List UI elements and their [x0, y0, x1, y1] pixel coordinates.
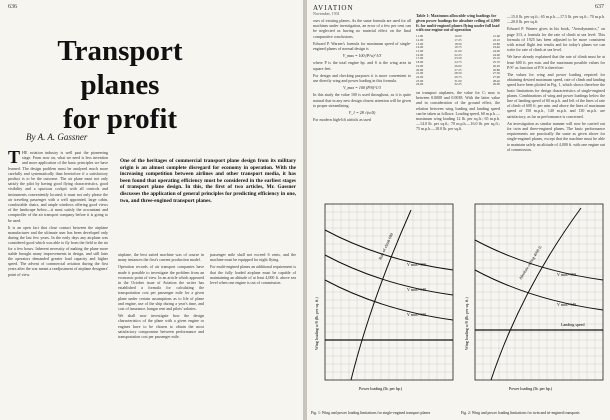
title-line-2: for profit	[62, 103, 178, 135]
paragraph: An investigation as similar manner will now be carried out for twin and three-engined planes. The basic performance requirements are practically the same as given above for single-engined planes, except that the machine must be able to maintain safely an altitude of 4,000 ft. with one engine out of commission.	[507, 120, 605, 152]
table-cell: 25.70	[492, 60, 500, 65]
paragraph: Edward P. Warner gives in his book, "Aerodynamics," on page 313, a formula for the rate of climb at sea level. This formula of 1925 has been adjusted to be more consistent with actual flight test results and for today's planes we can write for rate of climb at sea level.	[507, 26, 605, 53]
paragraph-text: HE aviation industry is well past the pioneering stage. From now on, what we need is less invention and more application of the basic principles we have learned. The design problem must be analyzed much more carefully and systematically than heretofore if a satisfactory product is to be the outcome. The air plane must not only satisfy the pilot by having good flying characteristics, good visibility and a spacious cockpit with all controls and instruments conveniently located; it must not only please the air traveling passenger with a well appointed, large cabin, comfortable chairs, and ample windows offering good views of the landscape below—it must satisfy the accountant and comptroller of the air transport company before it is going to be used.	[8, 150, 108, 223]
table-cell: 26.20	[492, 63, 500, 68]
table-cell: 26.00	[454, 63, 462, 68]
table-cell: 31.00	[454, 78, 462, 83]
curve-label: V max=150	[557, 272, 576, 277]
right-page	[307, 0, 610, 420]
table-cell: 28.40	[492, 78, 500, 83]
article-title	[20, 34, 220, 136]
table-cell: 16.00	[416, 52, 424, 57]
table-cell: 23.50	[454, 56, 462, 61]
table-side-text: on transport airplanes, the value for Cₗ max is between 0.0008 and 0.0038. With the latter value and in consideration of the ground effect, the relation between wing loading and landing speed can be taken as follows: Loading speed, 60 m.p.h.—maximum wing loading 12 lb. per sq.ft.; 65 m.p.h.—14.0 lb. per sq.ft.; 70 m.p.h.—16.0 lb. per sq.ft.; 75 m.p.h.—18.0 lb. per sq.ft.	[416, 90, 500, 132]
figure-1-ylabel: Wing loading w/S (lb. per sq. ft.)	[314, 297, 319, 350]
paragraph: passenger mile shall not exceed 6 cents, and the machine must be equipped for night flying.	[210, 252, 296, 263]
table-cell: 28.50	[454, 71, 462, 76]
figure-1-plot	[311, 200, 457, 396]
table-cell: 29.75	[454, 74, 462, 79]
paragraph: oses of existing planes. As the same formula are used for all machines under investigation, an error of a few per cent can be neglected as having no material effect on the final comparative conclusions.	[313, 18, 411, 39]
curve-label: Landing speed	[561, 322, 585, 327]
table-cell: 27.90	[492, 74, 500, 79]
left-page	[0, 0, 303, 420]
table-cell: 29.00	[492, 82, 500, 87]
paragraph: —15.0 lb. per sq.ft.; 65 m.p.h.—17.5 lb. per sq.ft.; 70 m.p.h.—20.0 lb. per sq.ft.	[507, 14, 605, 25]
table-cell: 26.80	[492, 67, 500, 72]
table-cell: 19.75	[454, 45, 462, 50]
curve-label: Rate of climb 600	[377, 232, 395, 261]
table-cell: 27.30	[492, 71, 500, 76]
table-body	[416, 35, 500, 87]
right-column-3	[507, 14, 605, 196]
equation: V_max = 100 (P/S)^1/3	[343, 85, 381, 91]
table-cell: 13.00	[416, 41, 424, 46]
table-cell: 18.50	[454, 41, 462, 46]
table-caption: Table 1: Maximum allowable wing loadings for given power loadings for absolute ceiling of 4,000 ft. for multi-engined planes flying under full load with one engine out of operation	[416, 13, 500, 33]
table-cell: 21.60	[492, 34, 500, 39]
table-cell: 22.00	[416, 74, 424, 79]
paragraph	[8, 147, 108, 223]
table-cell: 32.25	[454, 82, 462, 87]
left-column-3	[210, 252, 296, 418]
right-page-number: 637	[595, 4, 604, 10]
curve-label: V max=150	[407, 262, 426, 267]
table-cell: 24.75	[454, 60, 462, 65]
right-column-1	[313, 18, 411, 196]
table-cell: 21.00	[416, 71, 424, 76]
table-cell: 20.00	[416, 67, 424, 72]
table-cell: 11.00	[416, 34, 424, 39]
equation: V_1 = 28 √(w/S)	[348, 110, 376, 116]
table-cell: 15.00	[416, 49, 424, 53]
figure-2-ylabel: Wing loading w/S (lb. per sq. ft.)	[464, 297, 469, 350]
table-cell: 24.00	[492, 49, 500, 53]
paragraph: Edward P. Warner's formula for maximum speed of single-engined planes of normal design is	[313, 40, 411, 52]
figure-2	[461, 200, 607, 416]
table-cell: 17.25	[454, 37, 462, 42]
figure-2-xlabel: Power loading (lb. per hp.)	[509, 386, 553, 391]
table-row	[416, 83, 500, 87]
table-cell: 19.00	[416, 63, 424, 68]
figure-1	[311, 200, 457, 416]
table-cell: 12.00	[416, 37, 424, 42]
issue-date: November, 1931	[313, 11, 340, 16]
table-cell: 14.00	[416, 45, 424, 50]
table-cell: 23.40	[492, 45, 500, 50]
table-cell: 22.25	[454, 52, 462, 57]
table-cell: 24.00	[416, 82, 424, 87]
paragraph: Operation records of air transport companies have made it possible to investigate the problem from an economic point of view. In an article which appeared in the October issue of Aviation the writer has established a formula for calculating the transportation cost per passenger mile for a given plane under certain assumptions as to life of plane and engine, use of the ship during a year's time, and cost of insurance, hangar rent and pilots' salaries.	[118, 264, 204, 312]
equation: V_max = 100 (P/w)^1/3	[342, 53, 382, 59]
table-cell: 17.00	[416, 56, 424, 61]
table-cell: 24.60	[492, 52, 500, 57]
table-cell: 21.00	[454, 49, 462, 53]
paragraph: In this study the value 100 is used throughout, as it is quite natural that in any new design closest attention will be given to proper streamlining.	[313, 92, 411, 108]
paragraph: For multi-engined planes an additional requirement is that the fully loaded airplane must be capable of maintaining an altitude of at least 4,000 ft. above sea level when one engine is out of commission.	[210, 264, 296, 286]
table-1	[416, 14, 500, 160]
paragraph: For modern high-lift airfoils as used	[313, 117, 371, 123]
paragraph: where P is the total engine hp. and S is the wing area in square feet.	[313, 60, 411, 71]
paragraph: We have already explained that the rate of climb must be at least 600 ft. per min. and the maximum possible values for P/S° as function of P/S is therefore:	[507, 54, 605, 70]
drop-cap: T	[8, 147, 21, 167]
table-cell: 22.80	[492, 41, 500, 46]
paragraph: It is an open fact that close contact between the airplane manufacturer and the ultimate user has been developed only during the last few years. In the early days any airplane was considered good which was able to fly from the field to the air for a few hours. Inherent necessity of making the plane more stable brought many improvements in design, and still later the operators demanded greater load capacity and higher speed. The advent of commercial aviation during the first years after the war meant a readjustment of airplane designers' point of view.	[8, 224, 108, 277]
curve-label: V max=140	[407, 287, 426, 292]
paragraph: airplane, the best suited machine was of course in many instances the first's current production model.	[118, 252, 204, 263]
curve-label: Absolute ceiling 4000 ft.	[517, 244, 543, 281]
paragraph: We shall now investigate how the design characteristics of the plane with a given engine or engines have to be chosen to obtain the most satisfactory compromise between performance and transportation cost per passenger mile.	[118, 313, 204, 340]
byline: By A. A. Gassner	[26, 132, 88, 142]
left-column-2	[118, 252, 204, 418]
table-cell: 18.00	[416, 60, 424, 65]
figure-2-grid	[475, 204, 603, 380]
title-line-1: Transport planes	[57, 35, 183, 101]
curve-label: V max=140	[557, 302, 576, 307]
magazine-header: AVIATION	[313, 4, 354, 12]
figure-1-caption: Fig. 1: Wing and power loading limitations for single-engined transport planes	[311, 411, 431, 416]
table-cell: 22.10	[492, 37, 500, 42]
article-deck: One of the heritages of commercial transport plane design from its military origin is an almost complete disregard for economy in operation. With the increasing competition between airlines and other transport media, it has been found that operating efficiency must be considered in the earliest stages of transport plane design. In this, the first of two articles, Mr. Gassner discusses the application of general principles for predicting efficiency in one, two, and three-engined transport planes.	[120, 158, 296, 204]
table-cell: 27.25	[454, 67, 462, 72]
table-cell: 16.00	[454, 34, 462, 39]
figure-1-xlabel: Power loading (lb. per hp.)	[359, 386, 403, 391]
table-cell: 23.00	[416, 78, 424, 83]
paragraph: For design and checking purposes it is more convenient to use directly wing and power loading in this formula.	[313, 72, 411, 84]
curve-ceiling	[491, 208, 581, 380]
table-cell: 25.10	[492, 56, 500, 61]
paragraph: The values for wing and power loading required for obtaining desired maximum speed, rate of climb and landing speed have been plotted in Fig. 1, which shows therefore the basic limitations for design characteristics of single-engined planes. Combinations of wing and power loadings below the line of landing speed of 60 m.p.h. and left of the lines of rate of climb of 600 ft. per min. and above the lines of maximum speed of 150 m.p.h., 140 m.p.h. and 130 m.p.h. are satisfactory, as far as performance is concerned.	[507, 72, 605, 119]
figure-2-caption: Fig. 2: Wing and power loading limitations for twin and tri-engined transports	[461, 411, 580, 416]
curve-label: V max=130	[407, 312, 426, 317]
figure-2-plot	[461, 200, 607, 396]
left-page-number: 636	[8, 4, 17, 10]
left-column-1	[8, 147, 108, 418]
